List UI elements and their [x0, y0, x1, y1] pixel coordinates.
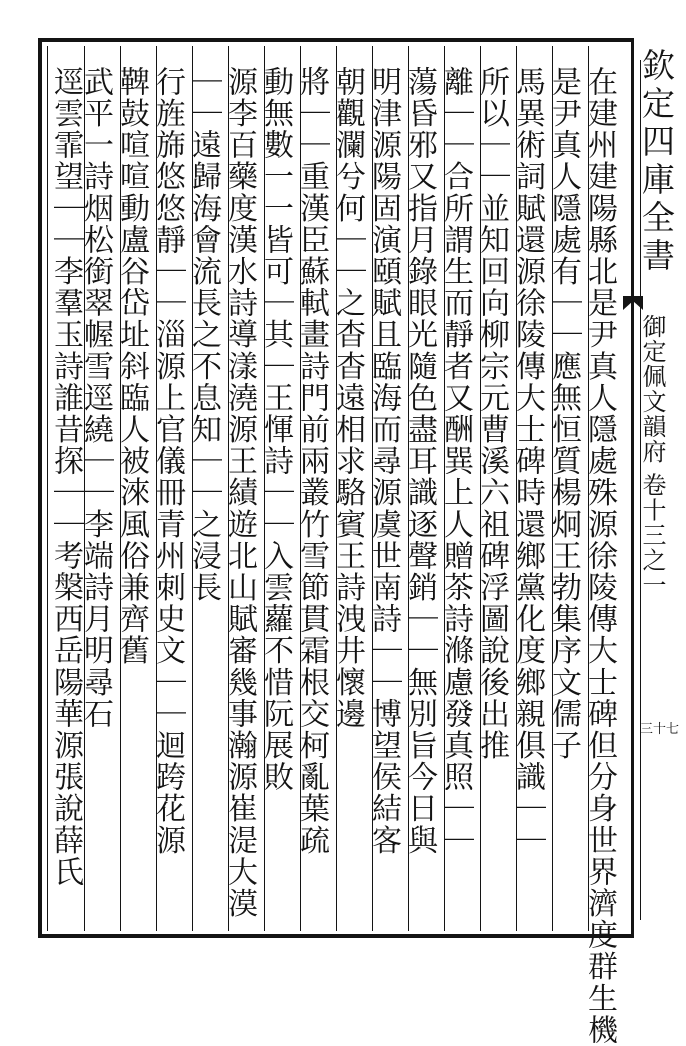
text-column-10: 動無數一一皆可｜其｜王惲詩｜｜入雲蘿不惜阮展敗 [258, 66, 293, 793]
text-column-15: 武平一詩烟松銜翠幄雪逕繞｜｜李端詩月明尋石 [78, 66, 113, 730]
frame-bottom-border [38, 934, 634, 938]
text-column-12: ｜｜遠歸海會流長之不息知｜｜之浸長 [186, 66, 221, 604]
text-column-5: 離｜｜合所謂生而靜者又酬巽上人贈茶詩滌慮發真照｜｜ [438, 66, 473, 856]
text-column-2: 是尹真人隱處有｜｜應無恒質楊炯王勃集序文儒子 [546, 66, 581, 762]
text-column-8: 朝觀瀾兮何｜｜之杳杳遠相求駱賓王詩洩井懷邊 [330, 66, 365, 730]
text-column-9: 將｜｜重漢臣蘇軾畫詩門前兩叢竹雪節貫霜根交柯亂葉疏 [294, 66, 329, 856]
frame-top-border [38, 38, 634, 42]
text-column-6: 蕩昏邪又指月錄眼光隨色盡耳識逐聲銷｜｜無別旨今日與 [402, 66, 437, 856]
text-column-1: 在建州建陽縣北是尹真人隱處殊源徐陵傳大士碑但分身世界濟度群生機 [582, 66, 617, 1046]
text-column-16: 逕雲霏望｜｜李羣玉詩誰昔探｜｜考槃西岳陽華源張說薛氏 [48, 66, 83, 888]
fishtail-mark-icon [623, 296, 643, 310]
text-column-3: 馬異術詞賦還源徐陵傳大士碑時還鄉黨化度鄉親俱識｜｜ [510, 66, 545, 856]
text-column-14: 鞞鼓喧喧動盧谷岱址斜臨人被淶風俗兼齊舊 [114, 66, 149, 667]
book-title: 欽定四庫全書 [637, 48, 676, 276]
page-number: 三十七 [640, 722, 680, 737]
frame-left-border [38, 38, 42, 938]
text-column-11: 源李百藥度漢水詩導漾澆源王績遊北山賦審幾事瀚源崔湜大漠 [222, 66, 257, 920]
text-column-7: 明津源陽固演頤賦且臨海而尋源虞世南詩｜｜博望侯結客 [366, 66, 401, 856]
text-column-4: 所以｜｜並知回向柳宗元曹溪六祖碑浮圖說後出推 [474, 66, 509, 762]
volume-label: 御定佩文韻府 卷十三之一 [638, 314, 666, 598]
text-column-13: 行旌旆悠悠靜｜｜淄源上官儀冊青州刺史文｜｜迴跨花源 [150, 66, 185, 856]
